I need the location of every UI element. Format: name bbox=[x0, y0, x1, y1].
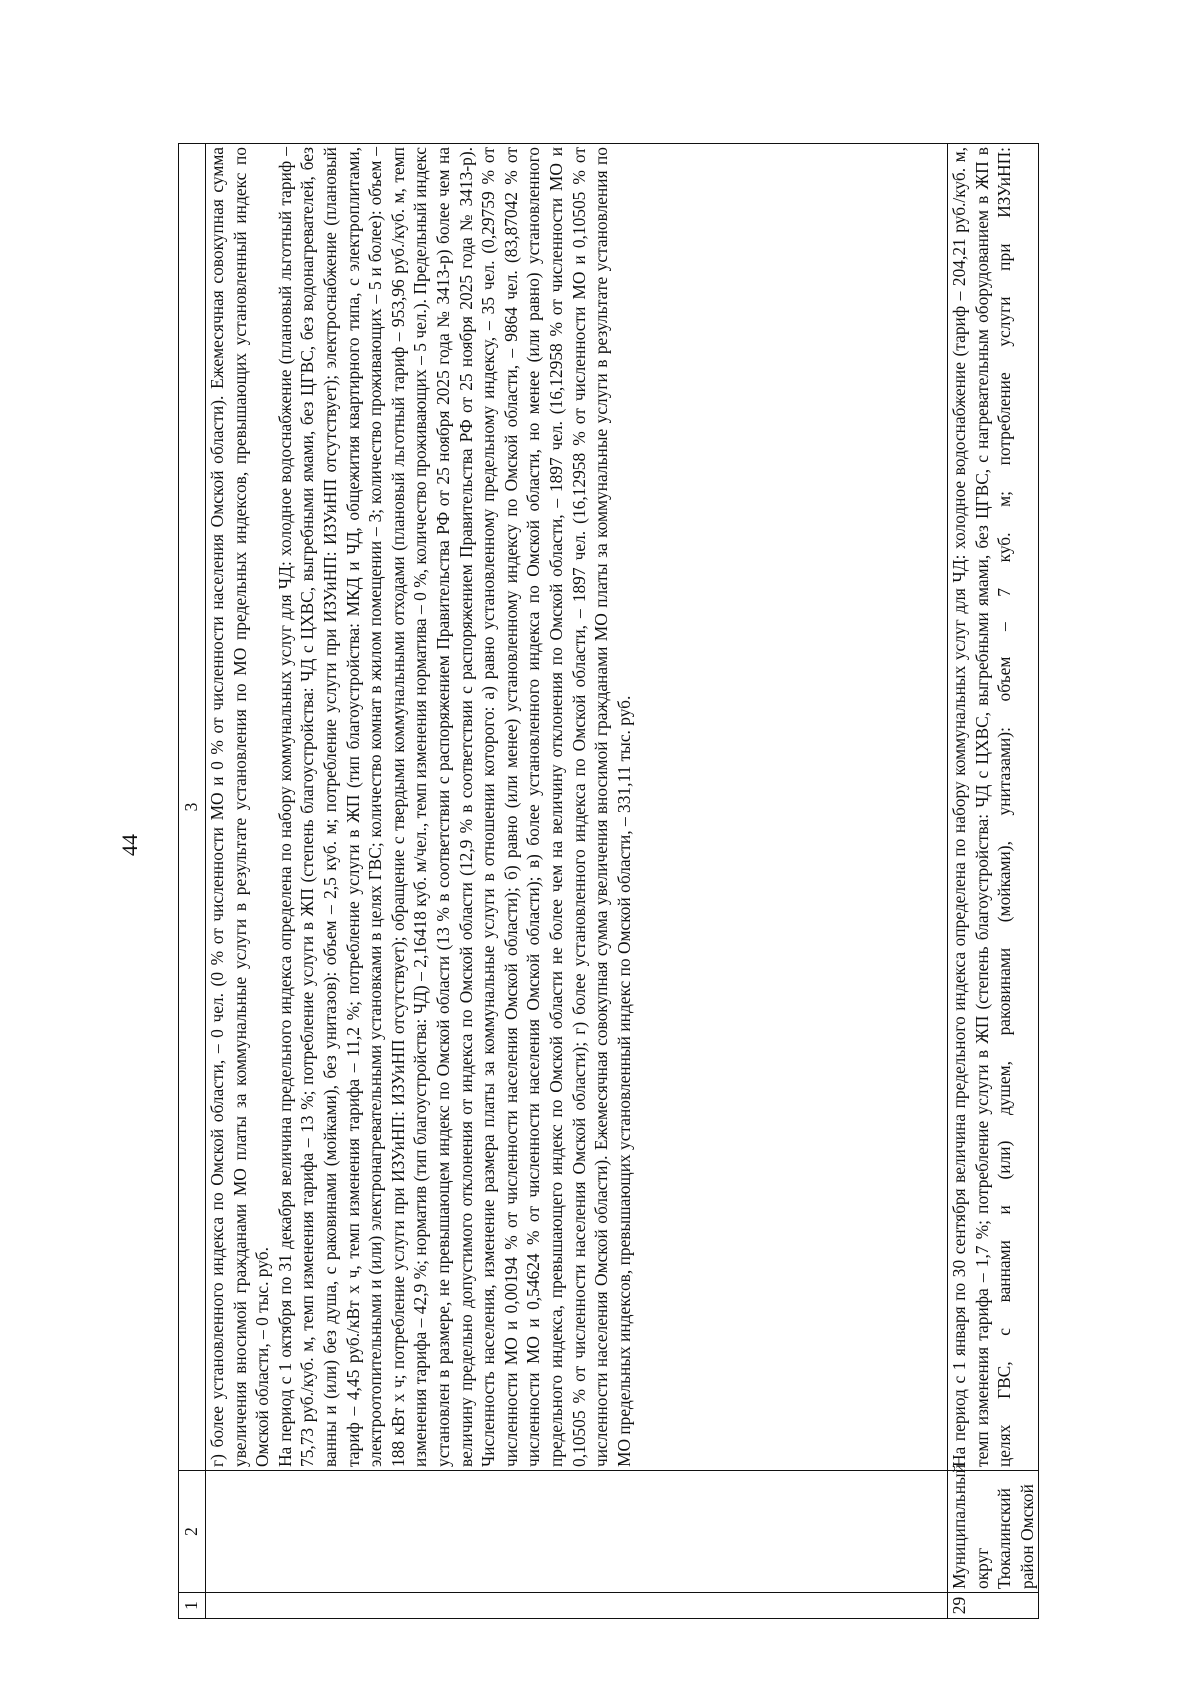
page-number: 44 bbox=[117, 834, 142, 856]
table-header-row bbox=[179, 144, 206, 1619]
municipality-name bbox=[206, 1471, 948, 1593]
row-number bbox=[206, 1593, 948, 1619]
paragraph: г) более установленного индекса по Омской области, – 0 чел. (0 % от численности МО и 0 % от численности населения Омской области). Ежемесячная совокупная сумма увеличения вносимой гражданами МО платы за коммунальные услуги в результате установления по МО предельных индексов, превышающих установленный индекс по Омской области, – 0 тыс. руб. bbox=[207, 147, 273, 1467]
indices-table bbox=[178, 143, 1039, 1619]
row-description bbox=[206, 144, 948, 1471]
row-number: 29 bbox=[948, 1593, 1039, 1619]
rotated-page bbox=[178, 144, 1096, 1619]
header-col-2: 2 bbox=[179, 1471, 206, 1593]
header-col-3: 3 bbox=[179, 144, 206, 1471]
row-description bbox=[948, 144, 1039, 1471]
table-row bbox=[206, 144, 948, 1619]
header-col-1: 1 bbox=[179, 1593, 206, 1619]
table-row bbox=[948, 144, 1039, 1619]
municipality-name: Муниципальный округ Тюкалинский район Омской bbox=[948, 1471, 1039, 1593]
paragraph: На период с 1 января по 30 сентября величина предельного индекса определена по набору коммунальных услуг для ЧД: холодное водоснабжение (тариф – 204,21 руб./куб. м, темп изменения тарифа – 1,7 %; потребление услуги в ЖП (степень благоустройства: ЧД с ЦХВС, выгребными ямами, без ЦГВС, с нагревательным оборудованием в ЖП в целях ГВС, с ваннами и (или) душем, раковинами (мойками), унитазами): объем – 7 куб. м; потребление услуги при ИЗУиНП: bbox=[949, 147, 1015, 1467]
paragraph: На период с 1 октября по 31 декабря величина предельного индекса определена по набору коммунальных услуг для ЧД: холодное водоснабжение (плановый льготный тариф – 75,73 руб./куб. м, темп изменения тарифа – 13 %; потребление услуги в ЖП (степень благоустройства: ЧД с ЦХВС, выгребными ямами, без ЦГВС, без водонагревателей, без ванны и (или) без душа, с раковинами (мойками), без унитазов): объем – 2,5 куб. м; потребление услуги при ИЗУиНП: ИЗУиНП отсутствует); электроснабжение (плановый тариф – 4,45 руб./кВт х ч, темп изменения тарифа – 11,2 %; потребление услуги в ЖП (тип благоустройства: МКД и ЧД, общежития квартирного типа, с электроплитами, электроотопительными и (или) электронагревательными установками в целях ГВС; количество комнат в жилом помещении – 3; количество проживающих – 5 и более): объем – 188 кВт х ч; потребление услуги при ИЗУиНП: ИЗУиНП отсутствует); обращение с твердыми коммунальными отходами (плановый льготный тариф – 953,96 руб./куб. м, темп изменения тарифа – 42,9 %; норматив (тип благоустройства: ЧД) – 2,16418 куб. м/чел., темп изменения норматива – 0 %, количество проживающих – 5 чел.). Предельный индекс установлен в размере, не превышающем индекс по Омской области (13 % в соответствии с распоряжением Правительства РФ от 25 ноября 2025 года № 3413-р) более чем на величину предельно допустимого отклонения от индекса по Омской области (12,9 % в соответствии с распоряжением Правительства РФ от 25 ноября 2025 года № 3413-р). Численность населения, изменение размера платы за коммунальные услуги в отношении которого: а) равно установленному предельному индексу, – 35 чел. (0,29759 % от численности МО и 0,00194 % от численности населения Омской области); б) равно (или менее) установленному индексу по Омской области, – 9864 чел. (83,87042 % от численности МО и 0,54624 % от численности населения Омской области); в) более установленного индекса по Омской области, но менее (или равно) установленного предельного индекса, превышающего индекс по Омской области не более чем на величину отклонения по Омской области, – 1897 чел. (16,12958 % от численности МО и 0,10505 % от численности населения Омской области); г) более установленного индекса по Омской области, – 1897 чел. (16,12958 % от численности МО и 0,10505 % от численности населения Омской области). Ежемесячная совокупная сумма увеличения вносимой гражданами МО платы за коммунальные услуги в результате установления по МО предельных индексов, превышающих установленный индекс по Омской области, – 331,11 тыс. руб. bbox=[274, 147, 634, 1467]
